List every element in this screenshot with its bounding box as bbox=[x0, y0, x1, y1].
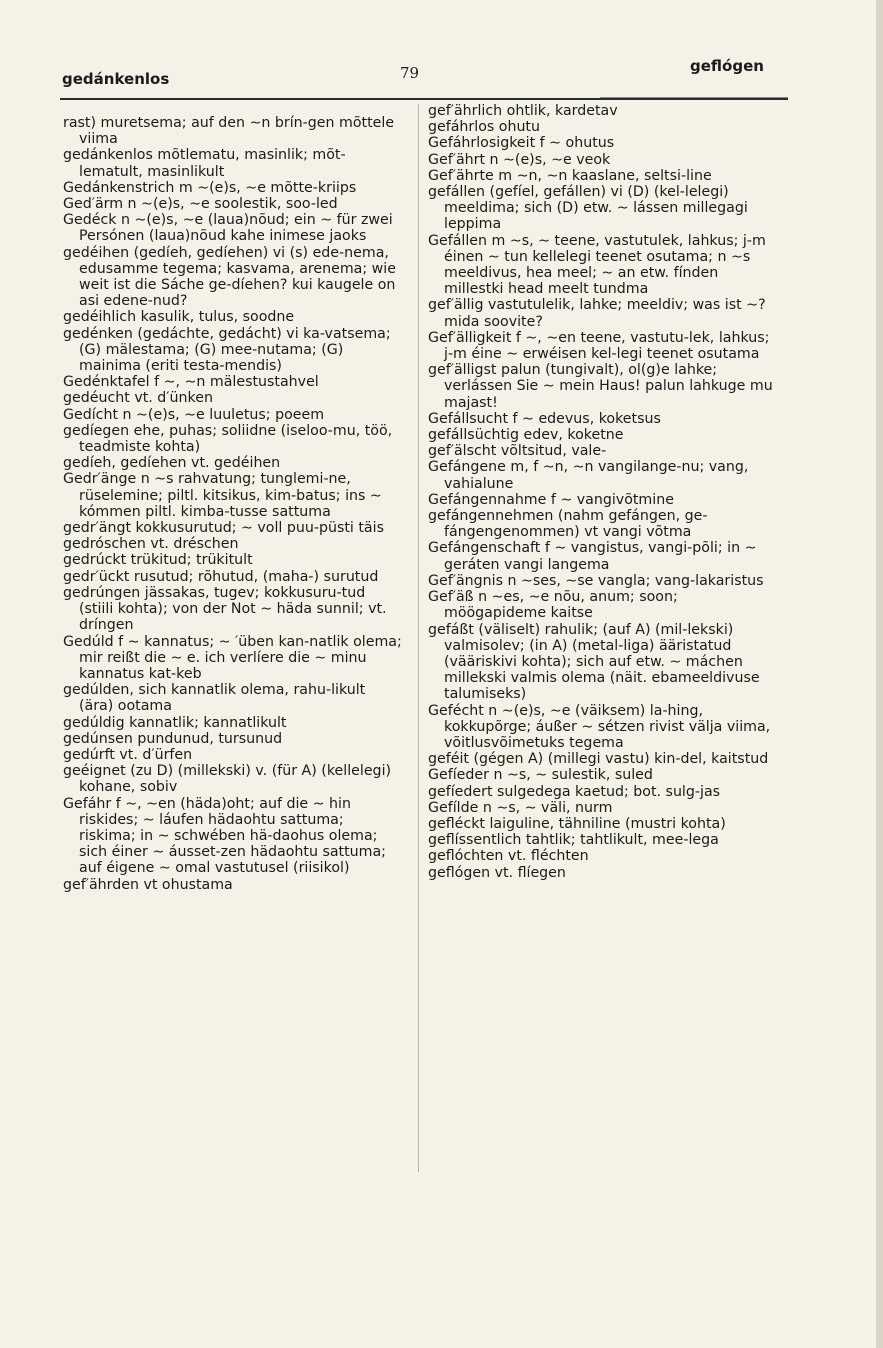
dictionary-entry: gedénken (gedáchte, gedácht) vi ka-vatsema; (G) mälestama; (G) mee-nutama; (G) mainima (eriti testa-mendis) bbox=[63, 325, 391, 375]
dictionary-entry: gefángennehmen (nahm gefángen, ge-fángengenommen) vt vangi võtma bbox=[428, 508, 708, 541]
dictionary-entry: Gefángennahme f ∼ vangivõtmine bbox=[428, 491, 674, 508]
dictionary-entry: gedéucht vt. d′ünken bbox=[63, 390, 213, 407]
dictionary-entry: Gedícht n ∼(e)s, ∼e luuletus; poeem bbox=[63, 406, 325, 423]
dictionary-entry: Ged′ärm n ∼(e)s, ∼e soolestik, soo-led bbox=[63, 196, 338, 213]
dictionary-entry: gefléckt laiguline, tähniline (mustri kohta) bbox=[428, 815, 726, 832]
dictionary-entry: gefállen (gefíel, gefállen) vi (D) (kel-lelegi) meeldima; sich (D) etw. ∼ lássen millegagi leppima bbox=[428, 184, 748, 233]
header-left-guide-word: gedánkenlos bbox=[62, 70, 170, 88]
dictionary-entry: gedíeh, gedíehen vt. gedéihen bbox=[63, 455, 281, 472]
column-divider bbox=[418, 104, 419, 1172]
dictionary-entry: Gefángene m, f ∼n, ∼n vangilange-nu; vang, vahialune bbox=[428, 459, 749, 492]
dictionary-entry: Gef′ährte m ∼n, ∼n kaaslane, seltsi-line bbox=[428, 167, 712, 184]
dictionary-entry: Gef′äß n ∼es, ∼e nõu, anum; soon; möögapideme kaitse bbox=[428, 589, 678, 622]
dictionary-entry: gef′älscht võltsitud, vale- bbox=[428, 443, 607, 460]
dictionary-entry: gedr′ückt rusutud; rõhutud, (maha-) surutud bbox=[63, 568, 379, 585]
dictionary-entry: Gedánkenstrich m ∼(e)s, ∼e mõtte-kriips bbox=[63, 179, 357, 196]
dictionary-entry: gedrúngen jässakas, tugev; kokkusuru-tud (stiili kohta); von der Not ∼ häda sunnil; vt. dríngen bbox=[63, 584, 387, 634]
dictionary-entry: Gefécht n ∼(e)s, ∼e (väiksem) la-hing, kokkupõrge; áußer ∼ sétzen rivist välja viima, võitlusvõimetuks tegema bbox=[428, 702, 771, 751]
dictionary-entry: Gefáhr f ∼, ∼en (häda)oht; auf die ∼ hin riskides; ∼ láufen hädaohtu sattuma; riskima; in ∼ schwében hä-daohus olema; sich éiner ∼ áusset-zen hädaohtu sattuma; auf éigene ∼ omal vastutusel (riisikol) bbox=[63, 795, 386, 877]
dictionary-entry: gef′ährlich ohtlik, kardetav bbox=[428, 103, 618, 119]
dictionary-entry: gedúnsen pundunud, tursunud bbox=[63, 730, 283, 747]
dictionary-entry: gefáßt (väliselt) rahulik; (auf A) (mil-lekski) valmisolev; (in A) (metal-liga) ääristatud (vääriskivi kohta); sich auf etw. ∼ máchen millekski valmis olema (näit. ebameeldivuse talumiseks) bbox=[428, 621, 760, 703]
dictionary-entry: gef′ällig vastutulelik, lahke; meeldiv; was ist ∼? mida soovite? bbox=[428, 297, 766, 330]
dictionary-entry: gedúlden, sich kannatlik olema, rahu-likult (ära) ootama bbox=[63, 682, 366, 715]
dictionary-entry: geflóchten vt. fléchten bbox=[428, 848, 589, 865]
dictionary-entry: gedróschen vt. dréschen bbox=[63, 536, 239, 553]
page-number: 79 bbox=[400, 64, 420, 82]
dictionary-entry: gefíedert sulgedega kaetud; bot. sulg-jas bbox=[428, 783, 721, 800]
header-rule bbox=[60, 98, 788, 100]
dictionary-entry: Gedéck n ∼(e)s, ∼e (laua)nõud; ein ∼ für zwei Persónen (laua)nõud kahe inimese jaoks bbox=[63, 212, 393, 245]
dictionary-entry: gedéihlich kasulik, tulus, soodne bbox=[63, 309, 295, 326]
dictionary-entry: Gedúld f ∼ kannatus; ∼ ′üben kan-natlik olema; mir reißt die ∼ e. ich verlíere die ∼ minu kannatus kat-keb bbox=[63, 633, 402, 682]
left-column bbox=[63, 115, 403, 893]
dictionary-entry: gedúrft vt. d′ürfen bbox=[63, 746, 193, 763]
header-rule-faint bbox=[600, 97, 788, 98]
right-column bbox=[428, 103, 773, 881]
dictionary-entry: geflíssentlich tahtlik; tahtlikult, mee-lega bbox=[428, 832, 719, 849]
dictionary-entry: Gefáhrlosigkeit f ∼ ohutus bbox=[428, 135, 615, 152]
dictionary-entry: gef′ährden vt ohustama bbox=[63, 876, 233, 893]
dictionary-entry: Gef′älligkeit f ∼, ∼en teene, vastutu-lek, lahkus; j-m éine ∼ erwéisen kel-legi teenet osutama bbox=[428, 329, 770, 363]
dictionary-entry: Gefángenschaft f ∼ vangistus, vangi-põli; in ∼ geráten vangi langema bbox=[428, 540, 757, 573]
dictionary-entry: Gef′ängnis n ∼ses, ∼se vangla; vang-lakaristus bbox=[428, 572, 764, 589]
dictionary-entry: gefállsüchtig edev, koketne bbox=[428, 427, 624, 444]
dictionary-entry: geflógen vt. flíegen bbox=[428, 864, 566, 881]
dictionary-entry: Gedénktafel f ∼, ∼n mälestustahvel bbox=[63, 374, 319, 391]
header-right-guide-word: geflógen bbox=[690, 57, 764, 75]
dictionary-entry: gef′älligst palun (tungivalt), ol(g)e lahke; verlássen Sie ∼ mein Haus! palun lahkuge mu majast! bbox=[428, 362, 773, 411]
dictionary-entry: Gef′ährt n ∼(e)s, ∼e veok bbox=[428, 151, 611, 168]
dictionary-entry: gedéihen (gedíeh, gedíehen) vi (s) ede-nema, edusamme tegema; kasvama, arenema; wie weit ist die Sáche ge-díehen? kui kaugele on asi edene-nud? bbox=[63, 244, 396, 310]
page-edge bbox=[876, 0, 883, 1348]
dictionary-entry: geféit (gégen A) (millegi vastu) kin-del, kaitstud bbox=[428, 751, 769, 768]
dictionary-entry: Gedr′änge n ∼s rahvatung; tunglemi-ne, rüselemine; piltl. kitsikus, kim-batus; ins ∼ kómmen piltl. kimba-tusse sattuma bbox=[63, 471, 382, 520]
dictionary-entry: geéignet (zu D) (millekski) v. (für A) (kellelegi) kohane, sobiv bbox=[63, 763, 392, 796]
dictionary-entry: rast) muretsema; auf den ∼n brín-gen mõttele viima bbox=[63, 115, 395, 148]
dictionary-entry: gedánkenlos mõtlematu, masinlik; mõt-lematult, masinlikult bbox=[63, 147, 346, 180]
dictionary-entry: gedrúckt trükitud; trükitult bbox=[63, 552, 253, 569]
dictionary-entry: Gefállen m ∼s, ∼ teene, vastutulek, lahkus; j-m éinen ∼ tun kellelegi teenet osutama; n ∼s meeldivus, hea meel; ∼ an etw. fínden millestki head meelt tundma bbox=[428, 232, 766, 298]
dictionary-entry: gedúldig kannatlik; kannatlikult bbox=[63, 714, 287, 731]
dictionary-entry: gefáhrlos ohutu bbox=[428, 119, 540, 136]
dictionary-entry: Gefíeder n ∼s, ∼ sulestik, suled bbox=[428, 767, 653, 784]
dictionary-entry: Gefílde n ∼s, ∼ väli, nurm bbox=[428, 799, 613, 816]
dictionary-entry: gedr′ängt kokkusurutud; ∼ voll puu-püsti täis bbox=[63, 520, 384, 537]
dictionary-entry: Gefállsucht f ∼ edevus, koketsus bbox=[428, 410, 661, 427]
dictionary-entry: gedíegen ehe, puhas; soliidne (iseloo-mu, töö, teadmiste kohta) bbox=[63, 422, 393, 456]
